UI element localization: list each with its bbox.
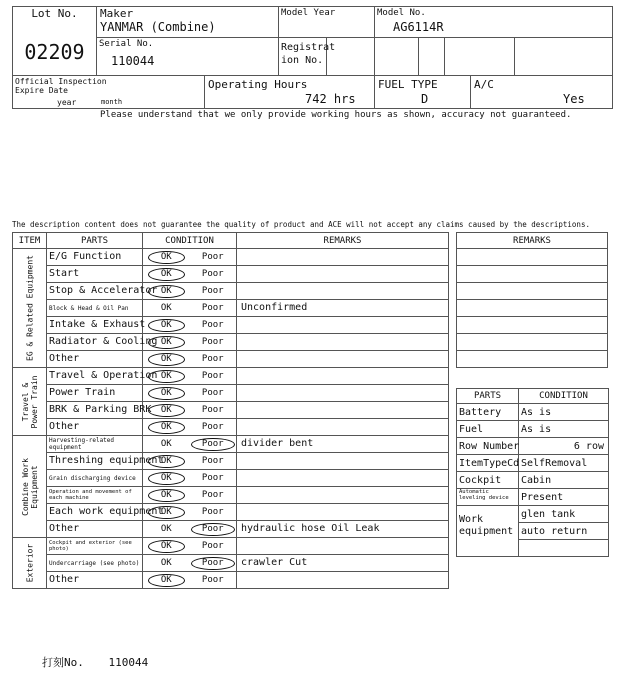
- poor-mark: Poor: [201, 286, 224, 296]
- item-group-cell: [13, 368, 47, 436]
- ok-mark-circled: OK: [148, 387, 185, 400]
- remarks-header: REMARKS: [237, 233, 449, 249]
- ok-mark: OK: [160, 439, 172, 449]
- part-name: Other: [47, 419, 143, 436]
- poor-mark: Poor: [201, 473, 224, 483]
- remark-cell: [237, 402, 449, 419]
- remark-cell: [237, 419, 449, 436]
- condition-poor-cell: [190, 385, 237, 402]
- table-row: [13, 283, 449, 300]
- table-row: [13, 385, 449, 402]
- poor-mark: Poor: [201, 541, 224, 551]
- table-row: [13, 419, 449, 436]
- condition-poor-cell: [190, 453, 237, 470]
- model-no-cell: [375, 7, 613, 38]
- condition-ok-cell: [143, 385, 190, 402]
- part-name: Other: [47, 521, 143, 538]
- condition-poor-cell: [190, 521, 237, 538]
- item-group-label: Travel & Power Train: [20, 375, 39, 428]
- part-name: Block & Head & Oil Pan: [47, 300, 143, 317]
- item-group-label: EG & Related Equipment: [25, 255, 34, 361]
- cockpit-label: Cockpit: [457, 472, 519, 489]
- condition-ok-cell: [143, 436, 190, 453]
- condition-poor-cell: [190, 504, 237, 521]
- condition-poor-cell: [190, 351, 237, 368]
- spec-parts-header: PARTS: [457, 389, 519, 404]
- right-remarks-header: REMARKS: [457, 233, 608, 249]
- poor-mark: Poor: [201, 354, 224, 364]
- footer: [42, 654, 148, 670]
- right-remarks-table: [456, 232, 608, 368]
- part-name: Other: [47, 572, 143, 589]
- condition-ok-cell: [143, 402, 190, 419]
- inspection-label: Official Inspection Expire Date: [15, 77, 107, 95]
- condition-ok-cell: [143, 249, 190, 266]
- ok-mark-circled: OK: [148, 285, 185, 298]
- remark-cell: [237, 266, 449, 283]
- poor-mark-circled: Poor: [191, 557, 235, 570]
- remark-cell: [237, 538, 449, 555]
- condition-ok-cell: [143, 368, 190, 385]
- reg-box-5: [515, 38, 613, 76]
- part-name: Operation and movement of each machine: [47, 487, 143, 504]
- part-name: Threshing equipment: [47, 453, 143, 470]
- remark-cell: hydraulic hose Oil Leak: [237, 521, 449, 538]
- reg-box-2: [375, 38, 419, 76]
- part-name: Power Train: [47, 385, 143, 402]
- condition-poor-cell: [190, 555, 237, 572]
- ok-mark-circled: OK: [148, 353, 185, 366]
- ok-mark-circled: OK: [148, 404, 185, 417]
- part-name: Each work equipment: [47, 504, 143, 521]
- item-group-label: Combine Work Equipment: [20, 457, 39, 516]
- remark-cell: [237, 453, 449, 470]
- maker-cell: [97, 7, 279, 38]
- condition-ok-cell: [143, 351, 190, 368]
- inspection-cell: [13, 76, 205, 109]
- ok-mark-circled: OK: [148, 472, 185, 485]
- lot-label: Lot No.: [31, 7, 78, 20]
- reg-box-4: [445, 38, 515, 76]
- fuel-cell: [375, 76, 471, 109]
- work-value-2: auto return: [519, 523, 609, 540]
- condition-poor-cell: [190, 266, 237, 283]
- ok-mark: OK: [160, 524, 172, 534]
- battery-label: Battery: [457, 404, 519, 421]
- table-row: [13, 453, 449, 470]
- part-name: E/G Function: [47, 249, 143, 266]
- remark-cell: [237, 385, 449, 402]
- fuel-spec-label: Fuel: [457, 421, 519, 438]
- condition-poor-cell: [190, 538, 237, 555]
- work-value-3: [519, 540, 609, 557]
- condition-poor-cell: [190, 317, 237, 334]
- model-no-label: Model No.: [377, 8, 426, 18]
- poor-mark-circled: Poor: [191, 523, 235, 536]
- poor-mark: Poor: [201, 388, 224, 398]
- poor-mark: Poor: [201, 422, 224, 432]
- hours-cell: [205, 76, 375, 109]
- fuel-label: FUEL TYPE: [378, 78, 438, 91]
- serial-label: Serial No.: [99, 39, 154, 49]
- spec-condition-header: CONDITION: [519, 389, 609, 404]
- ok-mark-circled: OK: [148, 455, 185, 468]
- poor-mark: Poor: [201, 490, 224, 500]
- part-name: Radiator & Cooling: [47, 334, 143, 351]
- right-remarks-row: [457, 300, 608, 317]
- table-row: [13, 402, 449, 419]
- registration-label: Registrat ion No.: [281, 42, 336, 66]
- poor-mark: Poor: [201, 303, 224, 313]
- ok-mark: OK: [160, 303, 172, 313]
- ok-mark-circled: OK: [148, 251, 185, 264]
- remark-cell: [237, 487, 449, 504]
- condition-poor-cell: [190, 402, 237, 419]
- table-row: [13, 487, 449, 504]
- part-name: BRK & Parking BRK: [47, 402, 143, 419]
- part-name: Undercarriage (see photo): [47, 555, 143, 572]
- condition-ok-cell: [143, 538, 190, 555]
- poor-mark: Poor: [201, 320, 224, 330]
- remark-cell: [237, 470, 449, 487]
- footer-label: 打刻No.: [42, 656, 84, 669]
- item-group-cell: [13, 538, 47, 589]
- itemtype-value: SelfRemoval: [519, 455, 609, 472]
- ok-mark-circled: OK: [148, 370, 185, 383]
- remark-cell: [237, 317, 449, 334]
- maker-label: Maker: [100, 7, 134, 20]
- condition-ok-cell: [143, 419, 190, 436]
- ac-value: Yes: [563, 92, 585, 106]
- condition-poor-cell: [190, 249, 237, 266]
- condition-ok-cell: [143, 317, 190, 334]
- condition-ok-cell: [143, 266, 190, 283]
- poor-mark: Poor: [201, 456, 224, 466]
- row-number-label: Row Number: [457, 438, 519, 455]
- table-row: [13, 266, 449, 283]
- footer-value: 110044: [108, 656, 149, 669]
- poor-mark: Poor: [201, 337, 224, 347]
- ok-mark-circled: OK: [148, 540, 185, 553]
- ok-mark-circled: OK: [148, 268, 185, 281]
- condition-ok-cell: [143, 283, 190, 300]
- condition-ok-cell: [143, 521, 190, 538]
- hours-label: Operating Hours: [208, 78, 308, 91]
- ok-mark: OK: [160, 558, 172, 568]
- ok-mark-circled: OK: [148, 506, 185, 519]
- table-row: [13, 334, 449, 351]
- poor-mark: Poor: [201, 252, 224, 262]
- condition-poor-cell: [190, 572, 237, 589]
- battery-value: As is: [519, 404, 609, 421]
- condition-ok-cell: [143, 487, 190, 504]
- disclaimer-note: The description content does not guarantee the quality of product and ACE will not accept any claims caused by the descriptions.: [12, 220, 590, 229]
- remark-cell: [237, 368, 449, 385]
- item-group-cell: [13, 249, 47, 368]
- part-name: Start: [47, 266, 143, 283]
- remark-cell: crawler Cut: [237, 555, 449, 572]
- remark-cell: [237, 504, 449, 521]
- condition-ok-cell: [143, 555, 190, 572]
- cockpit-value: Cabin: [519, 472, 609, 489]
- lot-number: 02209: [24, 40, 85, 64]
- poor-mark: Poor: [201, 269, 224, 279]
- part-name: Stop & Accelerator: [47, 283, 143, 300]
- inspection-table: [12, 232, 449, 589]
- remark-cell: [237, 334, 449, 351]
- condition-poor-cell: [190, 300, 237, 317]
- part-name: Travel & Operation: [47, 368, 143, 385]
- serial-value: 110044: [111, 54, 155, 68]
- ac-label: A/C: [474, 78, 494, 91]
- item-group-cell: [13, 436, 47, 538]
- ok-mark-circled: OK: [148, 489, 185, 502]
- remark-cell: [237, 572, 449, 589]
- maker-value: YANMAR (Combine): [100, 20, 216, 34]
- remark-cell: divider bent: [237, 436, 449, 453]
- table-row: [13, 538, 449, 555]
- table-row: [13, 555, 449, 572]
- ok-mark-circled: OK: [148, 421, 185, 434]
- serial-cell: [97, 38, 279, 76]
- poor-mark: Poor: [201, 405, 224, 415]
- right-remarks-row: [457, 351, 608, 368]
- poor-mark: Poor: [201, 371, 224, 381]
- poor-mark-circled: Poor: [191, 438, 235, 451]
- table-row: [13, 249, 449, 266]
- table-row: [13, 572, 449, 589]
- model-year-cell: [279, 7, 375, 38]
- poor-mark: Poor: [201, 575, 224, 585]
- model-no-value: AG6114R: [393, 20, 444, 34]
- right-remarks-row: [457, 266, 608, 283]
- condition-poor-cell: [190, 436, 237, 453]
- poor-mark: Poor: [201, 507, 224, 517]
- autolevel-label: Automatic leveling device: [457, 489, 519, 506]
- condition-ok-cell: [143, 572, 190, 589]
- right-remarks-row: [457, 249, 608, 266]
- registration-cell: [279, 38, 336, 76]
- part-name: Intake & Exhaust: [47, 317, 143, 334]
- item-header: ITEM: [13, 233, 47, 249]
- table-row: [13, 317, 449, 334]
- ok-mark-circled: OK: [148, 319, 185, 332]
- condition-poor-cell: [190, 368, 237, 385]
- condition-header: CONDITION: [143, 233, 237, 249]
- hours-note: Please understand that we only provide working hours as shown, accuracy not guaranteed.: [100, 110, 572, 120]
- spec-table: [456, 388, 609, 557]
- ok-mark-circled: OK: [148, 574, 185, 587]
- condition-ok-cell: [143, 504, 190, 521]
- part-name: Cockpit and exterior (see photo): [47, 538, 143, 555]
- part-name: Harvesting-related equipment: [47, 436, 143, 453]
- work-label: Work equipment: [457, 506, 519, 557]
- work-value-1: glen tank: [519, 506, 609, 523]
- condition-poor-cell: [190, 283, 237, 300]
- reg-box-3: [419, 38, 445, 76]
- right-remarks-row: [457, 283, 608, 300]
- remark-cell: [237, 351, 449, 368]
- row-number-value: 6 row: [519, 438, 609, 455]
- condition-poor-cell: [190, 334, 237, 351]
- part-name: Other: [47, 351, 143, 368]
- itemtype-label: ItemTypeCd: [457, 455, 519, 472]
- autolevel-value: Present: [519, 489, 609, 506]
- hours-value: 742 hrs: [305, 92, 356, 106]
- right-remarks-row: [457, 317, 608, 334]
- item-group-label: Exterior: [25, 543, 34, 583]
- condition-ok-cell: [143, 470, 190, 487]
- ok-mark-circled: OK: [148, 336, 185, 349]
- remark-cell: [237, 249, 449, 266]
- remark-cell: [237, 283, 449, 300]
- table-row: [13, 300, 449, 317]
- remark-cell: Unconfirmed: [237, 300, 449, 317]
- table-row: [13, 351, 449, 368]
- lot-cell: [13, 7, 97, 76]
- ac-cell: [471, 76, 613, 109]
- year-label: year: [57, 98, 77, 107]
- condition-ok-cell: [143, 334, 190, 351]
- part-name: Grain discharging device: [47, 470, 143, 487]
- condition-ok-cell: [143, 300, 190, 317]
- fuel-spec-value: As is: [519, 421, 609, 438]
- table-row: [13, 470, 449, 487]
- condition-poor-cell: [190, 419, 237, 436]
- right-remarks-row: [457, 334, 608, 351]
- table-row: [13, 368, 449, 385]
- month-label: month: [101, 98, 123, 106]
- table-row: [13, 521, 449, 538]
- model-year-label: Model Year: [281, 8, 336, 18]
- table-row: [13, 504, 449, 521]
- condition-poor-cell: [190, 487, 237, 504]
- table-row: [13, 436, 449, 453]
- condition-poor-cell: [190, 470, 237, 487]
- fuel-value: D: [421, 92, 429, 106]
- header-table: [12, 6, 613, 109]
- parts-header: PARTS: [47, 233, 143, 249]
- condition-ok-cell: [143, 453, 190, 470]
